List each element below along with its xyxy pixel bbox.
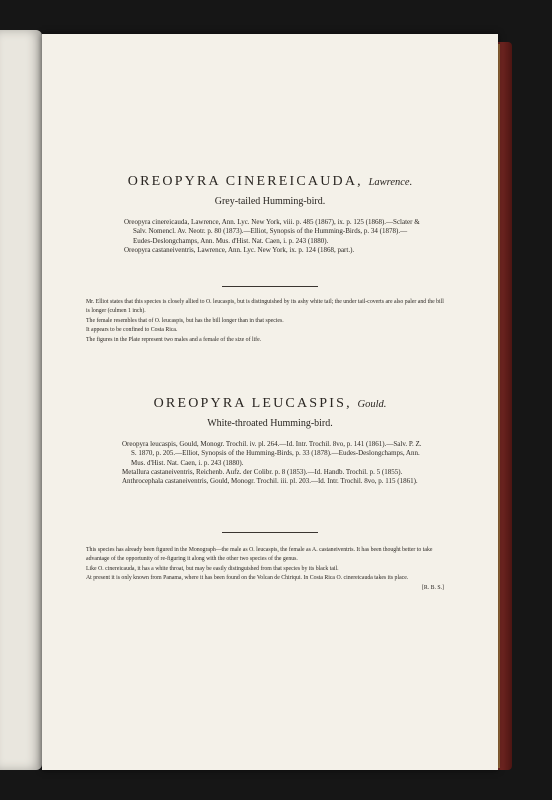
book-page [42,34,498,770]
species2-common-name: White-throated Humming-bird. [207,418,333,429]
divider [222,286,318,287]
paragraph: Like O. cinereicauda, it has a white throat, but may be easily distinguished from that species by its black tail. [86,565,339,572]
species2-name: OREOPYRA LEUCASPIS, [153,396,352,411]
paragraph: The figures in the Plate represent two males and a female of the size of life. [86,336,262,343]
species2-references [122,440,422,486]
species1-title [42,174,498,190]
species2-authority: Gould. [357,399,387,410]
divider [222,532,318,533]
paragraph: The female resembles that of O. leucaspis, but has the bill longer than in that species. [86,317,284,324]
species1-name: OREOPYRA CINEREICAUDA, [127,174,363,189]
paragraph: This species has already been figured in the Monograph—the male as O. leucaspis, the female as A. castaneiventris. It has been thought better to take advantage of the opportunity of re-figuring it along with the other two species of the genus. [86,547,433,563]
reference: Oreopyra cinereicauda, Lawrence, Ann. Lyc. New York, viii. p. 485 (1867), ix. p. 125 (1868).—Sclater & Salv. Nomencl. Av. Neotr. p. 80 (1873).—Elliot, Synopsis of the Humming-Birds, p. 34 (1878).—Eudes-Deslongchamps, Ann. Mus. d'Hist. Nat. Caen, i. p. 243 (1880). [124,218,420,245]
species1-authority: Lawrence. [368,177,413,188]
reference: Oreopyra castaneiventris, Lawrence, Ann. Lyc. New York, ix. p. 124 (1868, part.). [124,245,355,254]
signature: [R. B. S.] [421,584,444,591]
species1-common-name: Grey-tailed Humming-bird. [214,196,326,207]
paragraph: At present it is only known from Panama, where it has been found on the Volcan de Chiriqui. In Costa Rica O. cinereicauda takes its place. [86,575,409,582]
species2-text [86,546,444,593]
reference: Anthrocephala castaneiventris, Gould, Monogr. Trochil. iii. pl. 203.—Id. Intr. Trochil. 8vo, p. 115 (1861). [122,477,418,486]
species1-text [86,298,446,345]
paragraph: Mr. Elliot states that this species is closely allied to O. leucaspis, but is distinguished by its ashy white tail; the under tail-coverts are also paler and the bill is longer (culmen 1 inch). [86,299,444,315]
reference: Oreopyra leucaspis, Gould, Monogr. Trochil. iv. pl. 264.—Id. Intr. Trochil. 8vo, p. 141 (1861).—Salv. P. Z. S. 1870, p. 205.—Elliot, Synopsis of the Humming-Birds, p. 33 (1878).—Eudes-Deslongchamps, Ann. Mus. d'Hist. Nat. Caen, i. p. 243 (1880). [122,440,422,467]
species1-references [124,218,422,255]
facing-page-edge [0,30,42,770]
paragraph: It appears to be confined to Costa Rica. [86,327,178,334]
species2-title [42,396,498,412]
reference: Metallura castaneiventris, Reichenb. Aufz. der Colibr. p. 8 (1853).—Id. Handb. Trochil. p. 5 (1855). [122,467,403,476]
